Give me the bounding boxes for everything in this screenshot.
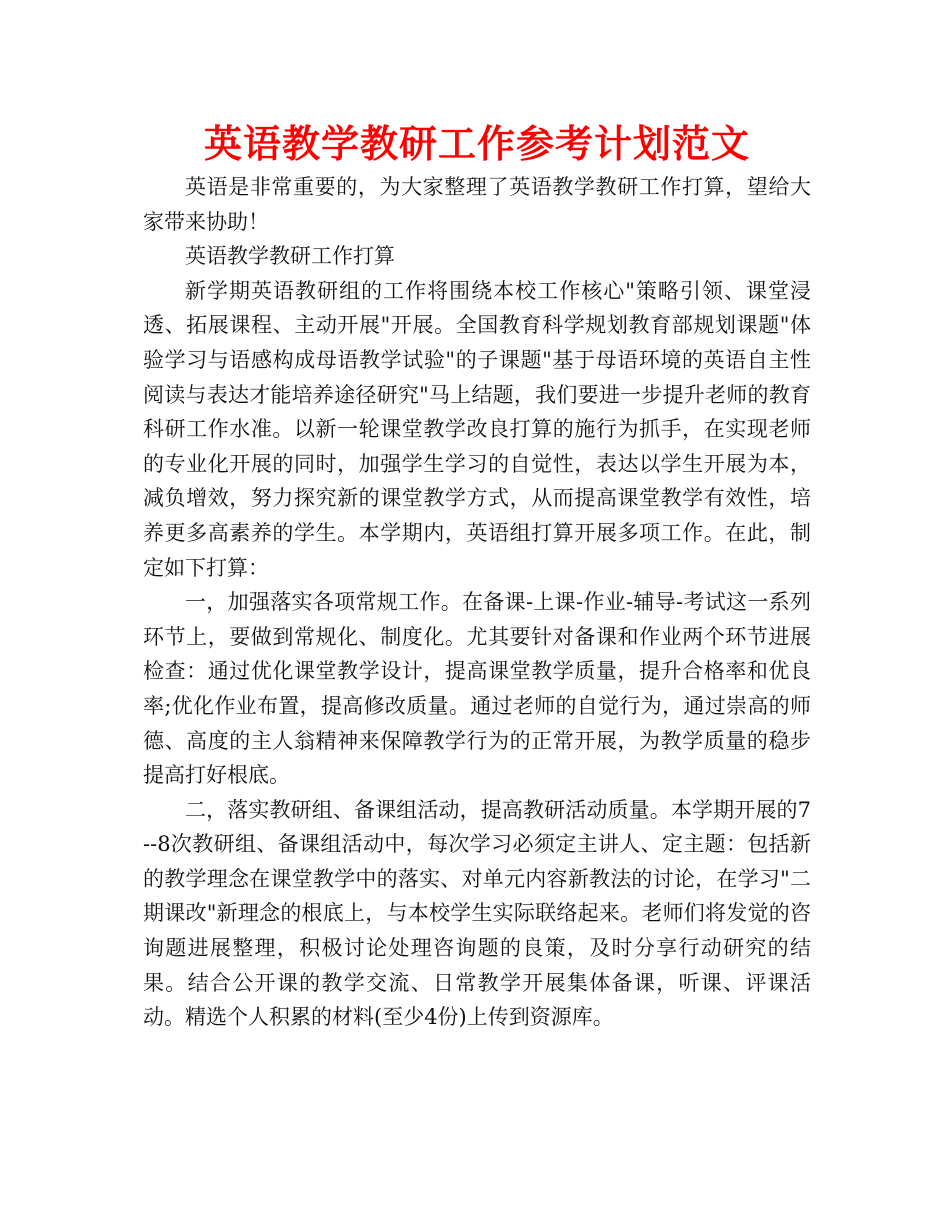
body-paragraph-research-activities: 二，落实教研组、备课组活动，提高教研活动质量。本学期开展的7--8次教研组、备课组活动中，每次学习必须定主讲人、定主题：包括新的教学理念在课堂教学中的落实、对单元内容新教法的讨论，在学习"二期课改"新理念的根底上，与本校学生实际联络起来。老师们将发觉的咨询题进展整理，积极讨论处理咨询题的良策，及时分享行动研究的结果。结合公开课的教学交流、日常教学开展集体备课，听课、评课活动。精选个人积累的材料(至少4份)上传到资源库。 bbox=[143, 797, 811, 1030]
body-paragraph-routine-work: 一，加强落实各项常规工作。在备课-上课-作业-辅导-考试这一系列环节上，要做到常规化、制度化。尤其要针对备课和作业两个环节进展检查：通过优化课堂教学设计，提高课堂教学质量，提升合格率和优良率;优化作业布置，提高修改质量。通过老师的自觉行为，通过崇高的师德、高度的主人翁精神来保障教学行为的正常开展，为教学质量的稳步提高打好根底。 bbox=[143, 590, 811, 788]
intro-paragraph: 英语是非常重要的，为大家整理了英语教学教研工作打算，望给大家带来协助！ bbox=[143, 175, 811, 234]
body-paragraph-overview: 新学期英语教研组的工作将围绕本校工作核心"策略引领、课堂浸透、拓展课程、主动开展"开展。全国教育科学规划教育部规划课题"体验学习与语感构成母语教学试验"的子课题"基于母语环境的英语自主性阅读与表达才能培养途径研究"马上结题，我们要进一步提升老师的教育科研工作水准。以新一轮课堂教学改良打算的施行为抓手，在实现老师的专业化开展的同时，加强学生学习的自觉性，表达以学生开展为本，减负增效，努力探究新的课堂教学方式，从而提高课堂教学有效性，培养更多高素养的学生。本学期内，英语组打算开展多项工作。在此，制定如下打算： bbox=[143, 278, 811, 580]
document-title: 英语教学教研工作参考计划范文 bbox=[203, 122, 750, 166]
document-page bbox=[143, 118, 811, 1035]
section-heading: 英语教学教研工作打算 bbox=[185, 244, 395, 269]
